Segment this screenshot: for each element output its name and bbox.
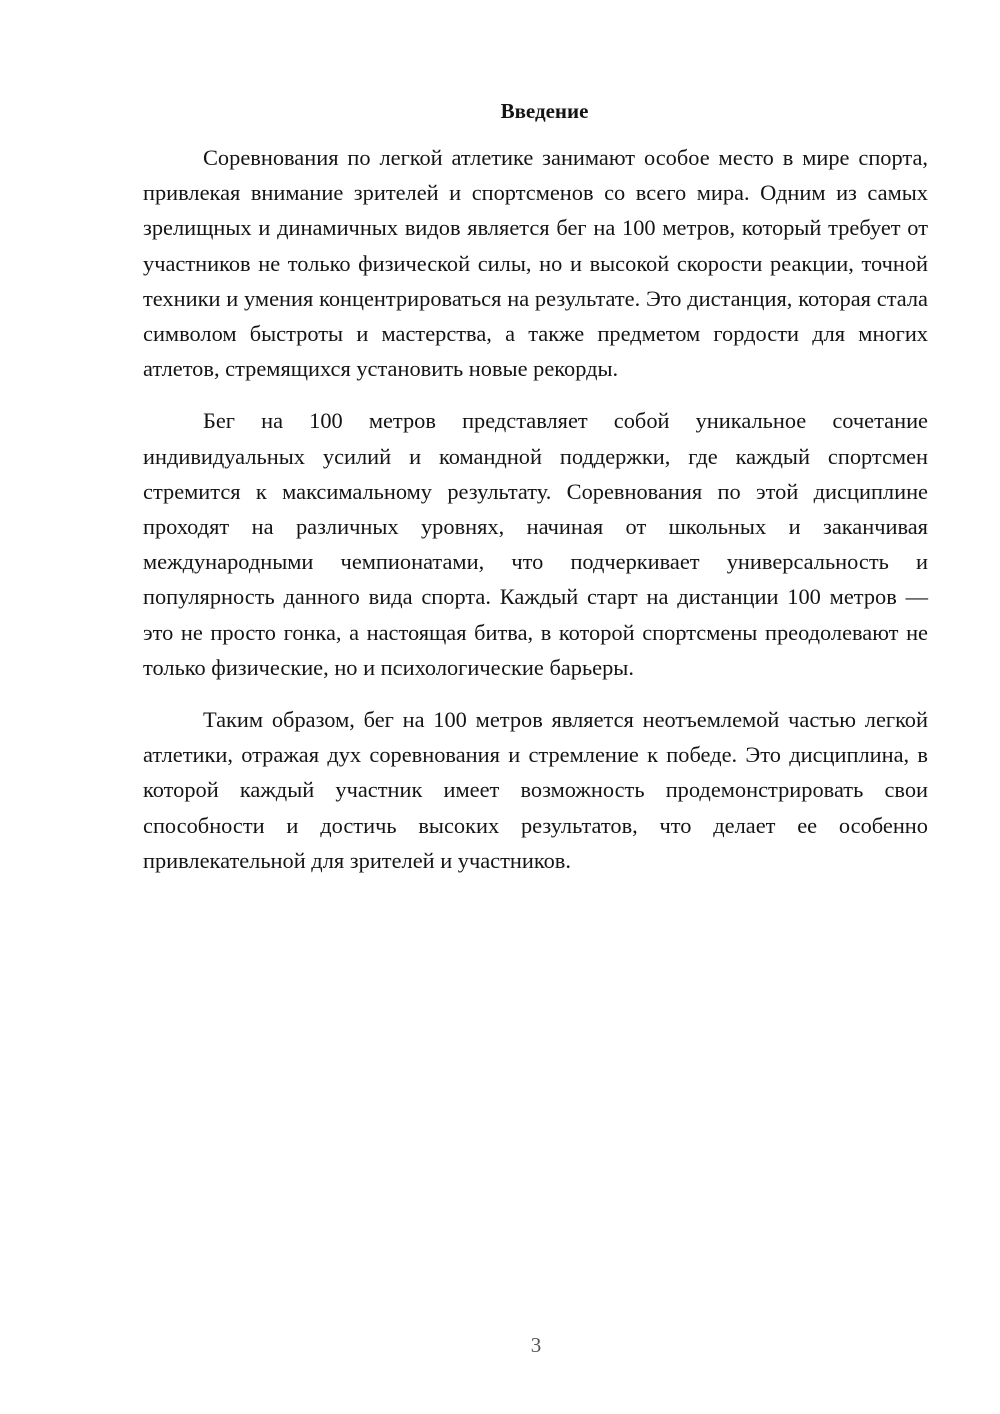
page-content: [143, 96, 928, 895]
section-title: Введение: [500, 99, 589, 123]
paragraph-2: Бег на 100 метров представляет собой уникальное сочетание индивидуальных усилий и командной поддержки, где каждый спортсмен стремится к максимальному результату. Соревнования по этой дисциплине проходят на различных уровнях, начиная от школьных и заканчивая международными чемпионатами, что подчеркивает универсальность и популярность данного вида спорта. Каждый старт на дистанции 100 метров — это не просто гонка, а настоящая битва, в которой спортсмены преодолевают не только физические, но и психологические барьеры.: [143, 408, 928, 680]
page-number: 3: [530, 1333, 542, 1357]
paragraph-1: Соревнования по легкой атлетике занимают особое место в мире спорта, привлекая внимание зрителей и спортсменов со всего мира. Одним из самых зрелищных и динамичных видов является бег на 100 метров, который требует от участников не только физической силы, но и высокой скорости реакции, точной техники и умения концентрироваться на результате. Это дистанция, которая стала символом быстроты и мастерства, а также предметом гордости для многих атлетов, стремящихся установить новые рекорды.: [143, 145, 928, 382]
paragraph-3: Таким образом, бег на 100 метров является неотъемлемой частью легкой атлетики, отражая дух соревнования и стремление к победе. Это дисциплина, в которой каждый участник имеет возможность продемонстрировать свои способности и достичь высоких результатов, что делает ее особенно привлекательной для зрителей и участников.: [143, 707, 928, 873]
